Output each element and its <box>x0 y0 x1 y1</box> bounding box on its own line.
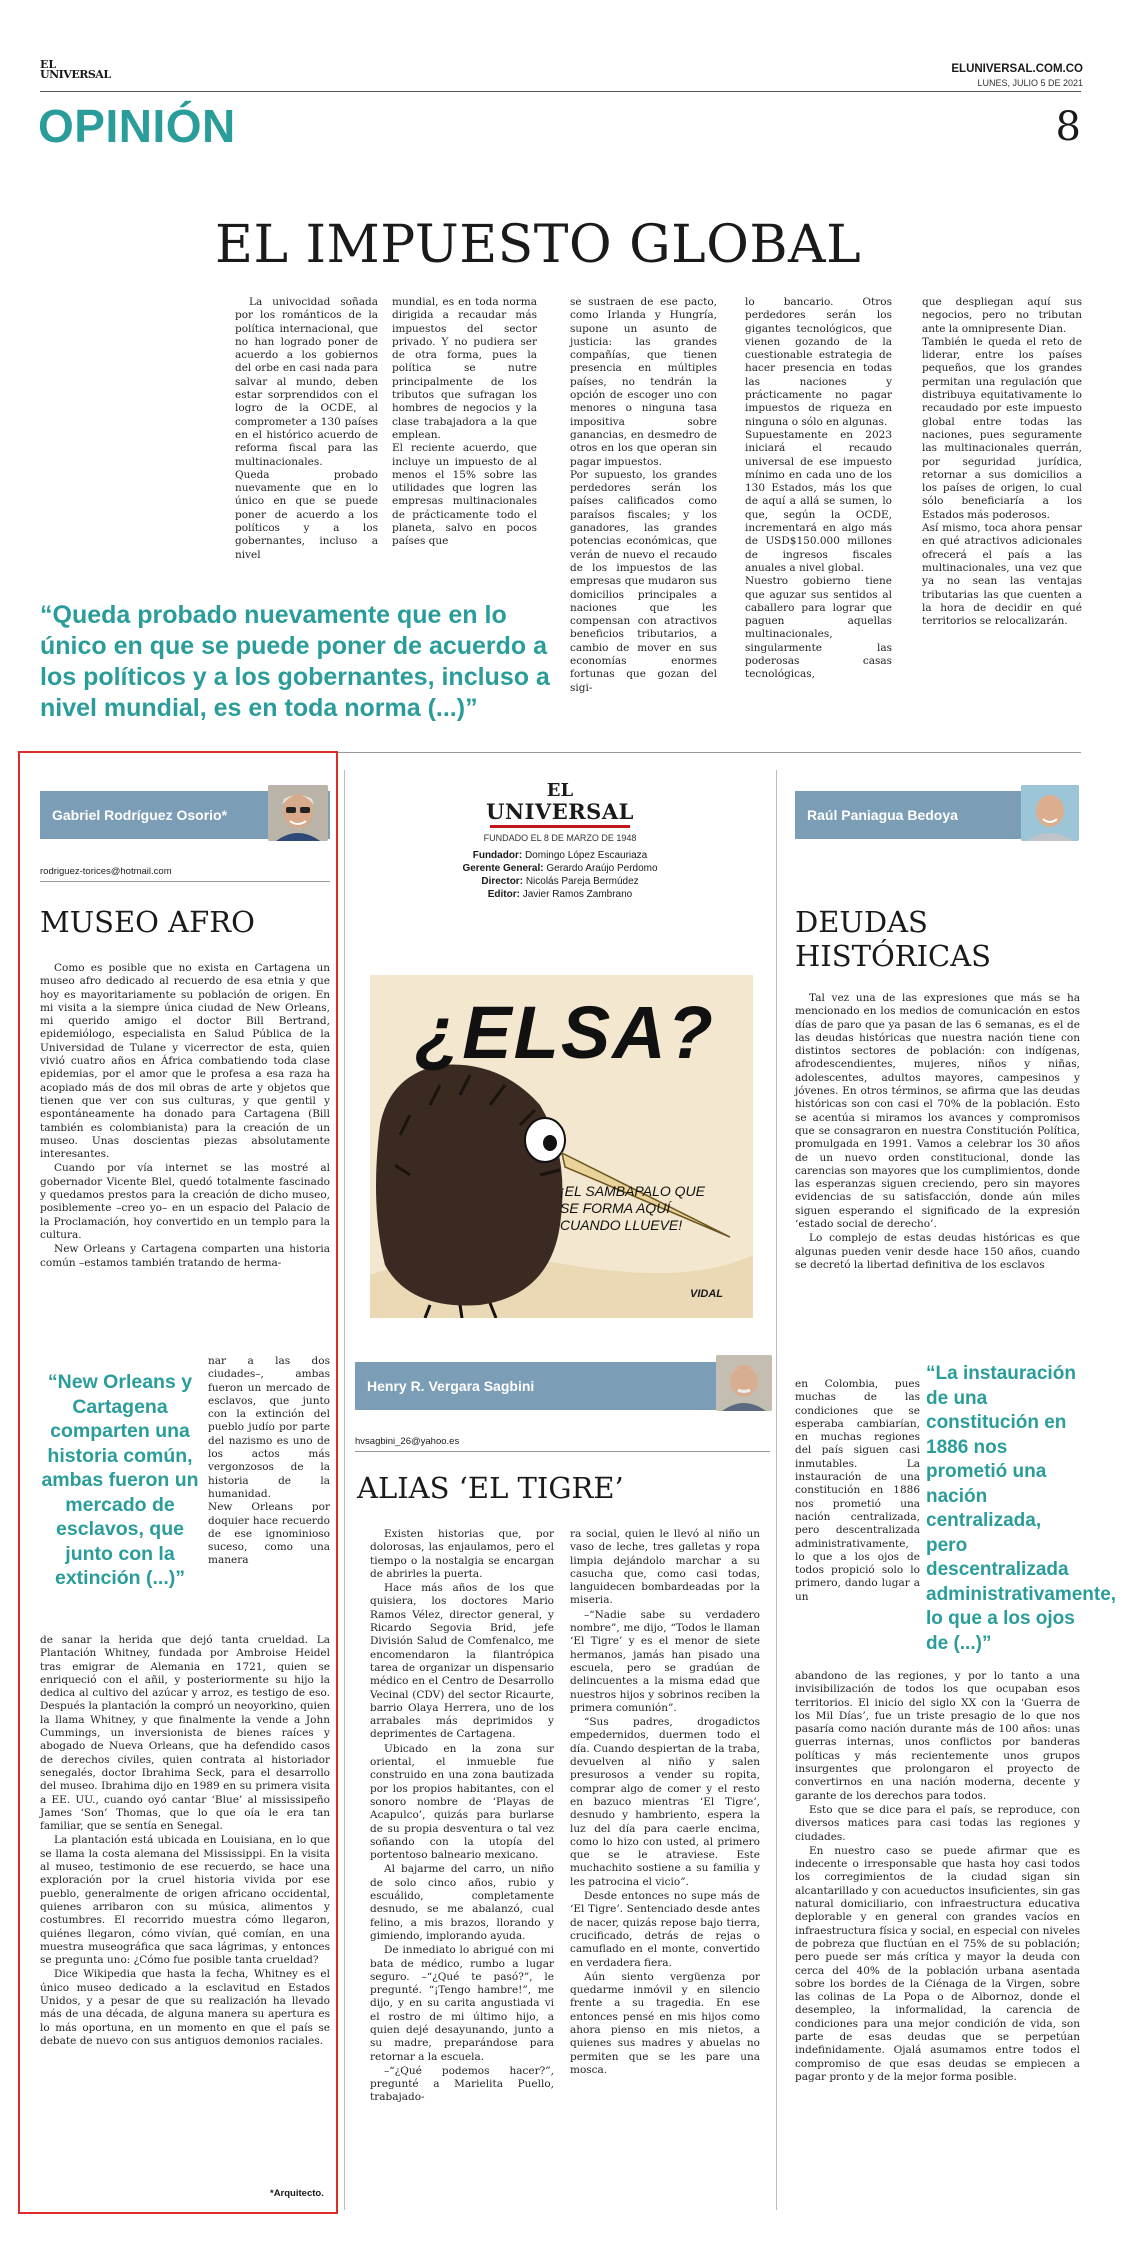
author-name-right: Raúl Paniagua Bedoya <box>807 807 958 823</box>
middle-col-2 <box>570 1528 760 2078</box>
cartoon-speech: ¡EL SAMBAPALO QUE SE FORMA AQUÍ CUANDO LLUEVE! <box>560 1183 705 1233</box>
right-body-bottom-p1: abandono de las regiones, y por lo tanto a una invisibilización de todos los que ocupaban esos territorios. El inicio del siglo XX con la ‘Guerra de los Mil Días’, fue un triste presagio de lo que nos pasaría como nación durante más de 100 años: unas guerras internas, unos conflictos por banderas políticas y más recientemente unos grupos insurgentes que prolongaron el proyecto de convertirnos en una nación moderna, decente y garante de los derechos para todos. <box>795 1670 1080 1802</box>
section-title: OPINIÓN <box>38 100 236 152</box>
site-url: ELUNIVERSAL.COM.CO <box>951 63 1083 75</box>
left-body-bottom-p1: de sanar la herida que dejó tanta crueldad. La Plantación Whitney, fundada por Ambroise Heidel tras emigrar de Alemania en 1721, quien se enriqueció con el añil, y posteriormente su hijo la dedica al cultivo del azúcar y arroz, es testigo de eso. Después la plantación la compró un neoyorkino, quien la llama Whitney, y que finalmente la vende a John Cummings, un inversionista de bienes raíces y abogado de Nueva Orleans, que ha defendido casos de derechos civiles, quien contrata al historiador senegalés, doctor Ibrahima Seck, para el desarrollo del museo. Ibrahima dijo en 1989 en su primera visita a EE. UU., cuando oyó cantar ‘Blue’ al mississipeño James ‘Son’ Thomas, que lo que oía le era tan familiar, que se sentía en Senegal. <box>40 1634 330 1833</box>
editorial-col-1 <box>235 296 378 563</box>
page-number: 8 <box>1055 104 1081 150</box>
right-body-bottom-p2: Esto que se dice para el país, se reproduce, con diversos matices para casi todas las regiones y ciudades. <box>795 1803 1080 1843</box>
middle-col-2-p5: Aún siento vergüenza por quedarme inmóvil y en silencio frente a su tragedia. En ese entonces pensé en mis hijos como ahora pienso en mis nietos, a quienes sus madres y abuelas no permiten que se les pare una mosca. <box>570 1970 760 2076</box>
author-bar-middle <box>355 1362 743 1410</box>
masthead-line-4: Editor: Javier Ramos Zambrano <box>487 889 633 900</box>
cartoon-headline: ¿ELSA? <box>415 991 715 1074</box>
right-body-side-text: en Colombia, pues muchas de las condiciones que se esperaba cambiarían, en muchas regiones del país siguen casi inmutables. La instauración de una constitución en 1886 nos prometió una nación centralizada, pero descentralizada administrativamente, lo que a los ojos de todos propició solo lo primero, dando lugar a un <box>795 1378 920 1603</box>
avatar-right <box>1021 785 1079 841</box>
author-rule-left <box>40 881 330 882</box>
left-footnote: *Arquitecto. <box>270 2188 324 2199</box>
masthead-logo-bottom: UNIVERSAL <box>486 799 634 824</box>
masthead <box>420 782 700 901</box>
right-pull-quote: “La instauración de una constitución en 1886 nos prometió una nación centralizada, pero descentralizada administrativamente, lo que a los ojos de (...)” <box>926 1363 1117 1654</box>
editorial-col-4 <box>745 296 892 683</box>
left-body-bottom-p3: Dice Wikipedia que hasta la fecha, Whitney es el único museo dedicado a la esclavitud en Estados Unidos, y a pesar de que su realización ha llevado más de una década, de alguna manera su apertura es lo más oportuna, en un momento en que el país se debate de nuevo con sus antiguos demonios raciales. <box>40 1968 330 2047</box>
left-body-side-text: nar a las dos ciudades–, ambas fueron un mercado de esclavos, que junto con la extinción del pueblo judío por parte del nazismo es uno de los actos más vergonzosos de la historia de la humanidad. New Orleans por doquier hace recuerdo de ese ignominioso suceso, como una manera <box>208 1355 330 1567</box>
left-body-top <box>40 962 330 1271</box>
left-body-top-p1: Como es posible que no exista en Cartagena un museo afro dedicado al recuerdo de esa etnia y que hoy es mayoritariamente su población de origen. En mi visita a la siempre única ciudad de New Orleans, mi querido amigo el doctor Bill Bertrand, epidemiólogo, especialista en Salud Pública de la Universidad de Tulane y vicerrector de esta, quien vivió cuatro años en África combatiendo toda clase epidemias, por el amor que le profesa a esa raza ha acopiado más de dos mil obras de arte y objetos que tienen que ver con sus culturas, y que gentil y espontáneamente ha donado para Cartagena (Bill también es colombianista) para la creación de un museo. Unas doscientas piezas absolutamente interesantes. <box>40 962 330 1161</box>
column-rule-2 <box>776 770 777 2210</box>
masthead-line-3: Director: Nicolás Pareja Bermúdez <box>481 876 639 887</box>
cartoon <box>370 975 753 1318</box>
masthead-founded: FUNDADO EL 8 DE MARZO DE 1948 <box>483 833 637 843</box>
middle-column-title: ALIAS ‘EL TIGRE’ <box>357 1471 624 1505</box>
editorial-col-3-text: se sustraen de ese pacto, como Irlanda y Hungría, supone un asunto de justicia: las grandes compañías, que tienen presencia en múltiples países, no tendrán la opción de escoger uno con menores o ninguna tasa impositiva sobre ganancias, en desmedro de otros en los que operan sin pagar impuestos. Por supuesto, los grandes perdedores serán los países calificados como paraísos fiscales; y los ganadores, las grandes potencias económicas, que verán de nuevo el recaudo de los impuestos de las empresas que mudaron sus domicilios principales a naciones que les compensan con atractivos beneficios tributarios, a cambio de mover en sus economías enormes fortunas que gozan del sigi- <box>570 296 717 694</box>
masthead-staff <box>420 849 700 901</box>
editorial-title: EL IMPUESTO GLOBAL <box>215 215 862 275</box>
right-body-side <box>795 1378 920 1605</box>
editorial-col-1-text: La univocidad soñada por los románticos de la política internacional, que no han logrado poner de acuerdo a los gobiernos del orbe en casi nada para salvar al mundo, deben estar sorprendidos con el logro de la OCDE, al comprometer a 130 países en el histórico acuerdo de reforma fiscal para las multinacionales. Queda probado nuevamente que en lo único en que se puede poner de acuerdo a los políticos y a los gobernantes, incluso a nivel <box>235 296 378 561</box>
middle-col-1-p5: De inmediato lo abrigué con mi bata de médico, rumbo a lugar seguro. –“¿Qué te pasó?”, le pregunté. “¡Tengo hambre!”, me dijo, y en su carita angustiada vi el rostro de mi último hijo, a quien dejé desayunando, junto a su madre, preparándose para retornar a la escuela. <box>370 1944 554 2063</box>
right-body-top <box>795 992 1080 1273</box>
left-body-top-p2: Cuando por vía internet se las mostré al gobernador Vicente Blel, quedó totalmente fascinado y quedamos prestos para la creación de dicho museo, posiblemente –creo yo– en un espacio del Palacio de la Proclamación, hoy convertido en un templo para la cultura. <box>40 1162 330 1241</box>
left-column-title: MUSEO AFRO <box>40 905 255 939</box>
middle-col-1-p1: Existen historias que, por dolorosas, las enjaulamos, pero el tiempo o la nostalgia se encargan de abrirles la puerta. <box>370 1528 554 1580</box>
issue-date: LUNES, JULIO 5 DE 2021 <box>977 78 1083 88</box>
middle-col-1-p4: Al bajarme del carro, un niño de solo cinco años, rubio y escuálido, completamente desnudo, se me abalanzó, cual felino, a mis brazos, llorando y gimiendo, implorando ayuda. <box>370 1863 554 1942</box>
middle-col-1-p6: –“¿Qué podemos hacer?”, pregunté a Marielita Puello, trabajado- <box>370 2064 554 2104</box>
author-rule-middle <box>355 1451 770 1452</box>
right-body-top-p1: Tal vez una de las expresiones que más se ha mencionado en los medios de comunicación en estos días de paro que ya pasan de las 6 semanas, es el de las deudas históricas que nuestra nación tiene con distintos sectores de población: con indígenas, afrodescendientes, mujeres, niños y niñas, adolescentes, adultos mayores, campesinos y jóvenes. En otros términos, se afirma que las deudas históricas son con casi el 70% de la población. Esto se acentúa si miramos los avances y compromisos que se consagraron en nuestra Constitución Política, promulgada en 1991. Vamos a celebrar los 30 años de un nuevo orden constitucional, donde las carencias son mayores que los cumplimientos, donde las esperanzas siguen creciendo, pero sin mayores evidencias de su satisfacción, donde aún miles siguen esperando el significado de la expresión ‘estado social de derecho’. <box>795 992 1080 1231</box>
author-name-middle: Henry R. Vergara Sagbini <box>367 1378 535 1394</box>
masthead-line-2: Gerente General: Gerardo Araújo Perdomo <box>462 863 658 874</box>
editorial-col-2-text: mundial, es en toda norma dirigida a recaudar más impuestos del sector privado. Y no pudiera ser de otra forma, pues la política se nutre principalmente de los tributos que sufragan los hombres de negocios y la clase trabajadora a la que emplean. El reciente acuerdo, que incluye un impuesto de al menos el 15% sobre las utilidades que logren las empresas multinacionales de prácticamente todo el planeta, salvo en pocos países que <box>392 296 537 548</box>
left-body-bottom <box>40 1634 330 2049</box>
middle-col-2-p4: Desde entonces no supe más de ‘El Tigre’. Sentenciado desde antes de nacer, quizás repose bajo tierra, crucificado, detrás de rejas o camuflado en el monte, convertido en verdadera fiera. <box>570 1890 760 1969</box>
middle-col-1-p3: Ubicado en la zona sur oriental, el inmueble fue construido en una zona bautizada por los propios habitantes, con el sonoro nombre de ‘Playas de Acapulco’, quizás para burlarse de su propia desventura o tal vez soñando con la utopía del portentoso balneario mexicano. <box>370 1742 554 1862</box>
right-body-bottom-p3: En nuestro caso se puede afirmar que es indecente o irresponsable que hasta hoy casi todos los corregimientos de la ciudad sigan sin alcantarillado y con acueductos insuficientes, sin gas natural domiciliario, con infraestructura educativa deplorable y en general con grandes vacíos en infraestructura física y social, en especial con niveles de pobreza que fluctúan en el 75% de su población; pero puede ser más crítica y mayor la deuda con cerca del 40% de la población urbana asentada sobre los bordes de la Ciénaga de la Virgen, sobre las colinas de La Popa o de Albornoz, donde el desempleo, la informalidad, la carencia de condiciones para una mejor condición de vida, son parte de esas deudas que se perpetúan indefinidamente. Ojalá asumamos entre todos el compromiso de que esas deudas se empiecen a pagar pronto y de la mejor forma posible. <box>795 1844 1080 2083</box>
masthead-red-rule <box>490 825 630 828</box>
editorial-col-3 <box>570 296 717 696</box>
column-rule-1 <box>344 770 345 2210</box>
right-body-top-p2: Lo complejo de estas deudas históricas es que algunas pueden venir desde hace 150 años, cuando se decretó la libertad definitiva de los esclavos <box>795 1232 1080 1271</box>
right-body-bottom <box>795 1670 1080 2085</box>
editorial-col-2 <box>392 296 537 550</box>
author-email-middle: hvsagbini_26@yahoo.es <box>355 1436 460 1447</box>
masthead-line-1: Fundador: Domingo López Escauriaza <box>472 850 648 861</box>
author-name-left: Gabriel Rodríguez Osorio* <box>52 807 228 823</box>
right-column-title: DEUDAS HISTÓRICAS <box>795 905 992 973</box>
header-logo: EL UNIVERSAL <box>40 58 111 81</box>
middle-col-1 <box>370 1528 554 2106</box>
left-body-bottom-p2: La plantación está ubicada en Louisiana, en lo que se llama la costa alemana del Mississippi. En la visita al museo, testimonio de ese recuerdo, se hace una exploración por la cruel historia vivida por ese pueblo, generalmente de origen africano occidental, quienes arribaron con su música, alimentos y costumbres. El recorrido muestra cómo llegaron, quiénes llegaron, cómo vivían, qué comían, en una muestra museográfica que saca lágrimas, y entonces se pregunta uno: ¿Cómo fue posible tanta crueldad? <box>40 1834 330 1967</box>
editorial-pull-quote: “Queda probado nuevamente que en lo único en que se puede poner de acuerdo a los políticos y a los gobernantes, incluso a nivel mundial, es en toda norma (...)” <box>40 601 550 722</box>
left-pull-quote: “New Orleans y Cartagena comparten una historia común, ambas fueron un mercado de esclavos, que junto con la extinción (...)” <box>41 1371 199 1589</box>
middle-col-2-p3: “Sus padres, drogadictos empedernidos, duermen todo el día. Cuando despiertan de la traba, devuelven al niño y salen presurosos a vender su ropita, comprar algo de comer y el resto en bazuco mientras ‘El Tigre’, desnudo y hambriento, espera la luz del día para caerle encima, como lo hizo con usted, al primero que se le atraviese. Este muchachito sostiene a su familia y les patrocina el vicio”. <box>570 1716 760 1888</box>
middle-col-1-p2: Hace más años de los que quisiera, los doctores Mario Ramos Vélez, director general, y Ricardo Segovia Brid, jefe División Salud de Comfenalco, me encomendaron la filantrópica tarea de organizar un dispensario médico en el Centro de Desarrollo Vecinal (CDV) del sector Ricaurte, barrio Olaya Herrera, uno de los arrabales más deprimidos y deprimentes de Cartagena. <box>370 1582 554 1741</box>
masthead-logo-top: EL <box>546 780 574 801</box>
header-rule <box>40 91 1081 92</box>
middle-col-2-p2: –“Nadie sabe su verdadero nombre”, me dijo, “Todos le llaman ‘El Tigre’ y es el menor de siete hermanos, jamás han pisado una escuela, pero se gradúan de delincuentes a la misma edad que nuestros hijos y sobrinos reciben la primera comunión”. <box>570 1608 760 1714</box>
avatar-left <box>268 785 328 841</box>
left-body-side <box>208 1355 330 1569</box>
left-body-top-p3: New Orleans y Cartagena comparten una historia común –estamos también tratando de herma- <box>40 1243 330 1269</box>
editorial-col-4-text: lo bancario. Otros perdedores serán los gigantes tecnológicos, que vienen gozando de la cuestionable estrategia de hacer presencia en todas las naciones y prácticamente no pagar impuestos de riqueza en ninguna o sólo en algunas. Supuestamente en 2023 iniciará el recaudo universal de ese impuesto mínimo en cada uno de los 130 Estados, más los que de aquí a allá se sumen, lo que, según la OCDE, incrementará en algo más de USD$150.000 millones de ingresos fiscales anuales a nivel global. Nuestro gobierno tiene que aguzar sus sentidos al caballero para lograr que paguen aquellas multinacionales, singularmente las poderosas casas tecnológicas, <box>745 296 892 681</box>
cartoon-signature: VIDAL <box>690 1288 723 1300</box>
editorial-col-5 <box>922 296 1082 629</box>
avatar-middle <box>716 1355 772 1411</box>
author-email-left: rodriguez-torices@hotmail.com <box>40 866 172 877</box>
middle-col-2-p1: ra social, quien le llevó al niño un vaso de leche, tres galletas y ropa limpia dejándolo marchar a su casucha que, como casi todas, languidecen bombardeadas por la miseria. <box>570 1528 760 1607</box>
editorial-col-5-text: que despliegan aquí sus negocios, pero no tributan ante la omnipresente Dian. También le queda el reto de liderar, entre los países pequeños, que los grandes permitan una regulación que distribuya equitativamente lo recaudado por este impuesto global entre todas las naciones, pues seguramente las multinacionales querrán, por seguridad jurídica, retornar a sus domicilios a los países de origen, lo cual sólo beneficiaría a los Estados más poderosos. Así mismo, toca ahora pensar en qué atractivos adicionales ofrecerá el país a las multinacionales, una vez que ya no sean las ventajas tributarias las que cuenten a la hora de decidir en qué territorios se relocalizarán. <box>922 296 1082 628</box>
